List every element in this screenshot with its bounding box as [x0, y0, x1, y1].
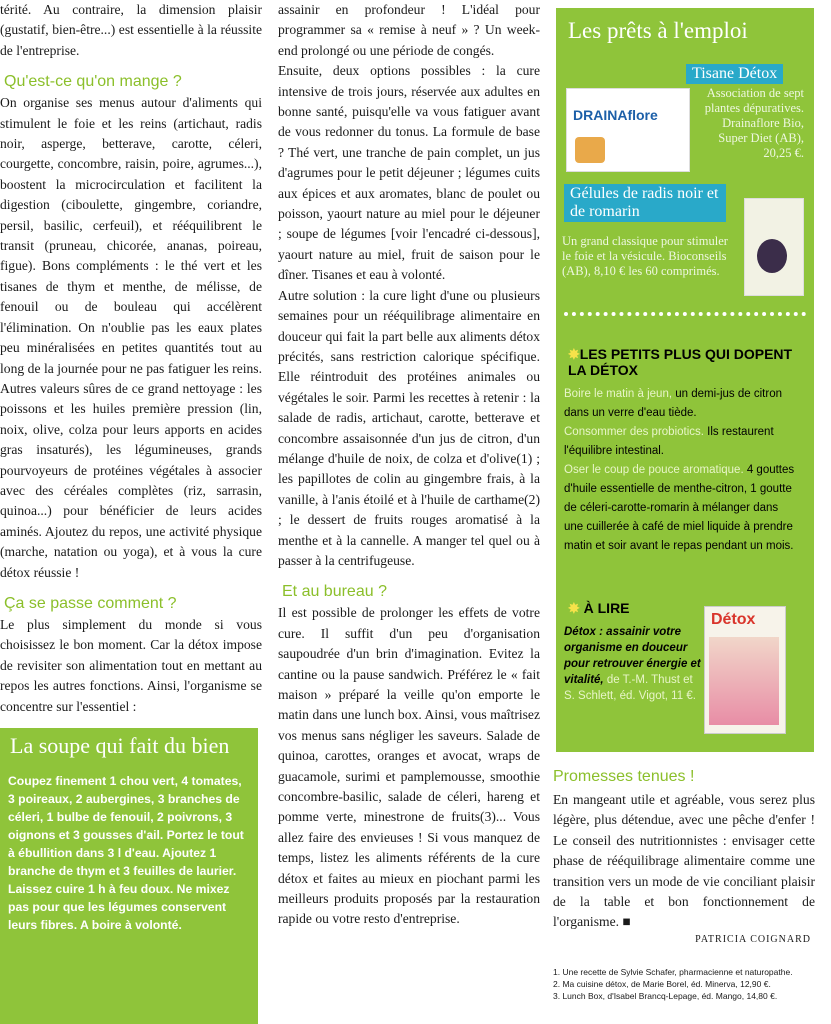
petits-plus-title: ✸LES PETITS PLUS QUI DOPENT LA DÉTOX — [568, 346, 793, 378]
promesses-text: En mangeant utile et agréable, vous serez plus légère, plus détendue, avec une pêche d'enfer ! Le conseil des nutritionnistes : envisager cette phase de rééquilibrage alimentaire comme une transition vers un mode de vie conciliant plaisir de la table et bon fonctionnement de l'organisme. ■ — [553, 792, 815, 930]
star-icon: ✸ — [568, 346, 580, 362]
heading-quest-ce-quon-mange: Qu'est-ce qu'on mange ? — [4, 73, 182, 91]
paragraph-bureau: Il est possible de prolonger les effets de votre cure. Il suffit d'un peu d'organisation saupoudrée d'un brin d'imagination. Evitez la cantine ou la pause sandwich. Préférez le « fait maison » préparé la veille qu'on emporte le matin dans une lunch box. Ainsi, vous maîtrisez vos menus sans négliger les saveurs. Salade de quinoa, carottes, oranges et avocat, wraps de guacamole, surimi et pamplemousse, smoothie concombre-basilic, salade de céleri, hareng et pomme verte, minestrone de fruits(3)... Vous allez faire des envieuses ! Si vous manquez de temps, listez les aliments référents de la cure détox et faites au mieux en piochant parmi les meilleurs produits proposés par la restauration rapide ou votre resto d'entreprise. — [278, 605, 540, 927]
a-lire-title: ✸ À LIRE — [568, 600, 630, 616]
soupe-box — [0, 728, 258, 1024]
paragraph-moment: Le plus simplement du monde si vous choisissez le bon moment. Car la détox impose de revisiter son alimentation tout en mettant au repos les autres fonctions. Ainsi, l'organisme se concentre sur l'essentiel : — [0, 616, 262, 714]
gelules-title: Gélules de radis noir et de romarin — [564, 184, 726, 222]
tip-item: Boire le matin à jeun, un demi-jus de citron dans un verre d'eau tiède. — [564, 388, 782, 419]
gelules-text: Un grand classique pour stimuler le foie et la vésicule. Bioconseils (AB), 8,10 € les 60 comprimés. — [562, 234, 728, 278]
footnote-item: 2. Ma cuisine détox, de Marie Borel, éd. Minerva, 12,90 €. — [553, 979, 771, 989]
paragraph-menus: On organise ses menus autour d'aliments qui stimulent le foie et les reins (artichaut, radis noir, asperge, betterave, carotte, céleri, courgette, concombre, raisin, poire, agrumes...), boostent la microcirculation et facilitent la digestion (ciboulette, gingembre, coriandre, persil, basilic, cerfeuil), et rééquilibrent le transit (pruneau, chicorée, ananas, poireau, figue). Bons compléments : le thé vert et les tisanes de thym et menthe, de mélisse, de fenouil ou de bouleau qui accélèrent l'élimination. On n'oublie pas les eaux plates peu minéralisées en petites quantités tout au long de la journée pour ne pas fatiguer les reins. Autres valeurs sûres de ce grand nettoyage : les poissons et les huiles première pression (lin, noix, olive, colza pour leurs apports en acides gras insaturés), les légumineuses, grands pourvoyeurs de protéines végétales à associer avec des céréales complètes (riz, sarrasin, quinoa...) pour bénéficier de leurs acides aminés. Ajoutez du repos, une activité physique (marche, natation ou yoga), et à vous la cure détox réussie ! — [0, 95, 262, 580]
book-cover-photo — [709, 637, 779, 725]
tip-item: Oser le coup de pouce aromatique. 4 gouttes d'huile essentielle de menthe-citron, 1 goutte de céleri-carotte-romarin à mélanger dans une cuillerée à café de miel liquide à prendre matin et soir avant le repas pendant un mois. — [564, 464, 795, 552]
soupe-title: La soupe qui fait du bien — [10, 733, 230, 758]
prets-title: Les prêts à l'emploi — [568, 18, 748, 43]
soupe-recipe: Coupez finement 1 chou vert, 4 tomates, 3 poireaux, 2 aubergines, 3 branches de céleri, 1 bulbe de fenouil, 2 poivrons, 3 oignons et 3 gousses d'ail. Portez le tout à ébullition dans 3 l d'eau. Ajoutez 1 branche de thym et 3 feuilles de laurier. Laissez cuire 1 h à feu doux. Ne mixez pas pour que les légumes conservent leurs fibres. A boire à volonté. — [8, 774, 244, 932]
heading-ca-se-passe-comment: Ça se passe comment ? — [4, 594, 177, 612]
radish-icon — [757, 239, 787, 273]
radis-noir-box-image — [744, 198, 804, 296]
tips-list — [564, 384, 800, 555]
drainaflore-box-image — [566, 88, 690, 172]
intro-paragraph: térité. Au contraire, la dimension plaisir (gustatif, bien-être...) est essentielle à la réussite de l'entreprise. — [0, 2, 262, 58]
promesses-title: Promesses tenues ! — [553, 768, 695, 785]
book-cover-image — [704, 606, 786, 734]
tea-cup-icon — [575, 137, 605, 163]
tisane-detox-text: Association de sept plantes dépuratives. Drainaflore Bio, Super Diet (AB), 20,25 €. — [704, 86, 804, 160]
promesses-section — [553, 768, 815, 933]
prets-box — [556, 8, 814, 752]
a-lire-text: Détox : assainir votre organisme en douceur pour retrouver énergie et vitalité, de T.-M. Thust et S. Schlett, éd. Vigot, 11 €. — [564, 626, 701, 702]
paragraph-options: Ensuite, deux options possibles : la cure intensive de trois jours, réservée aux adultes en bonne santé, puisqu'elle va vous fatiguer avant de vous redonner du tonus. La formule de base ? Thé vert, une tranche de pain complet, un jus d'agrumes pour le petit déjeuner ; légumes cuits aux épices et aux aromates, blanc de poulet ou poisson, yaourt nature au miel pour le déjeuner ; soupe de légumes [voir l'encadré ci-dessous], yaourt nature au miel, fruit de saison pour le dîner. Tisanes et eau à volonté. — [278, 63, 540, 283]
star-icon: ✸ — [568, 600, 580, 616]
column-1 — [0, 0, 262, 717]
tisane-detox-title: Tisane Détox — [686, 64, 783, 84]
paragraph-cure-light: Autre solution : la cure light d'une ou plusieurs semaines pour un rééquilibrage alimentaire en douceur qui fait la part belle aux aliments détox précités, sans restriction calorique spécifique. Elle réintroduit des protéines animales ou végétales le soir. Parmi les recettes à retenir : la salade de radis, artichaut, carotte, betterave et concombre assaisonnée d'un jus de citron, d'un mélange d'huile de noix, de colza et d'olive(1) ; les papillotes de colin au gingembre frais, à la vanille, à l'anis étoilé et à l'huile de carthame(2) ; le dessert de fruits rouges aromatisé à la menthe et à la cannelle. A manger tel quel ou à passer à la centrifugeuse. — [278, 287, 540, 568]
paragraph-assainir: assainir en profondeur ! L'idéal pour programmer sa « remise à neuf » ? Un week-end prolongé ou une période de congés. — [278, 2, 540, 58]
tip-item: Consommer des probiotics. Ils restaurent l'équilibre intestinal. — [564, 426, 774, 457]
drainaflore-label: DRAINAflore — [573, 107, 658, 123]
dotted-divider-1 — [564, 312, 806, 316]
footnote-item: 3. Lunch Box, d'Isabel Brancq-Lepage, éd. Mango, 14,80 €. — [553, 991, 778, 1001]
heading-et-au-bureau: Et au bureau ? — [282, 583, 387, 601]
author-signature: PATRICIA COIGNARD — [695, 934, 811, 945]
column-2 — [278, 0, 540, 930]
footnote-item: 1. Une recette de Sylvie Schafer, pharmacienne et naturopathe. — [553, 967, 793, 977]
footnotes — [553, 966, 815, 1002]
book-cover-title: Détox — [711, 611, 756, 628]
